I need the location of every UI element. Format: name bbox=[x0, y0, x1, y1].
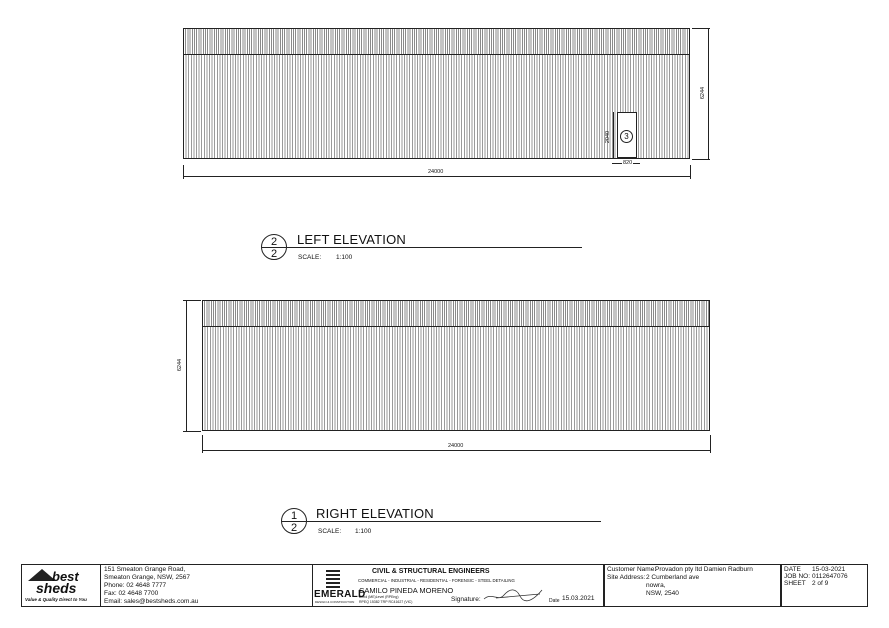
right-ref-bottom: 2 bbox=[290, 522, 298, 534]
customer-value: Provadon pty ltd Damien Radburn bbox=[655, 566, 753, 573]
site-address-line-3: NSW, 2540 bbox=[646, 590, 679, 597]
emerald-logo-sub: DESIGN & CONSTRUCTION bbox=[315, 600, 355, 604]
engineer-quals-2: RPEQ 15382 TRP RC41627 (VIC) bbox=[359, 600, 413, 604]
emerald-logo-text: EMERALD bbox=[314, 589, 366, 600]
engineer-signature bbox=[482, 586, 546, 604]
logo-word-2: sheds bbox=[36, 580, 77, 596]
left-length-tick-b bbox=[690, 165, 691, 179]
site-address-line-2: nowra, bbox=[646, 582, 666, 589]
engineer-name: CAMILO PINEDA MORENO bbox=[359, 586, 454, 595]
left-scale-label: SCALE: bbox=[298, 254, 322, 261]
left-ref-top: 2 bbox=[270, 236, 278, 248]
engineer-quals-1: Bend (ME)Level (RPEng) bbox=[359, 595, 399, 599]
sheet-value: 2 of 9 bbox=[812, 580, 829, 587]
left-elevation-ref-circle bbox=[261, 234, 287, 260]
door-tag-number: 3 bbox=[624, 132, 629, 141]
right-height-dimline bbox=[186, 300, 187, 431]
job-no-label: JOB NO: bbox=[784, 573, 811, 580]
left-elevation-drawing bbox=[0, 0, 889, 280]
company-fax: Fax: 02 4648 7700 bbox=[104, 590, 159, 597]
right-wall-cladding bbox=[202, 326, 710, 431]
left-roof-band bbox=[183, 28, 690, 55]
right-height-tick-a bbox=[183, 300, 201, 301]
signature-label: Signature: bbox=[451, 596, 481, 603]
company-logo-cell bbox=[21, 564, 101, 607]
company-address-2: Smeaton Grange, NSW, 2567 bbox=[104, 574, 190, 581]
company-details-cell bbox=[104, 566, 309, 606]
right-scale-value: 1:100 bbox=[355, 528, 372, 535]
sheet-label: SHEET bbox=[784, 580, 806, 587]
right-ref-top: 1 bbox=[290, 510, 298, 522]
right-length-tick-b bbox=[710, 435, 711, 453]
left-length-dimline bbox=[183, 176, 690, 177]
left-elevation-title: LEFT ELEVATION bbox=[297, 232, 406, 247]
door-width-label: 820 bbox=[623, 160, 633, 166]
left-height-dimline bbox=[708, 28, 709, 159]
right-length-dimline bbox=[202, 450, 710, 451]
engineer-services: COMMERCIAL - INDUSTRIAL - RESIDENTIAL - FORENSIC - STEEL DETAILING bbox=[358, 578, 515, 583]
left-elevation-underline bbox=[287, 247, 582, 248]
right-roof-band bbox=[202, 300, 710, 327]
right-height-label: 6244 bbox=[177, 358, 184, 372]
left-length-tick-a bbox=[183, 165, 184, 179]
site-address-label: Site Address: bbox=[607, 574, 646, 581]
left-height-label: 6244 bbox=[700, 86, 707, 100]
customer-label: Customer Name: bbox=[607, 566, 657, 573]
site-address-line-1: 2 Cumberland ave bbox=[646, 574, 700, 581]
left-height-tick-a bbox=[692, 28, 710, 29]
right-height-tick-b bbox=[183, 431, 201, 432]
engineer-date-label: Date bbox=[549, 598, 560, 604]
sheet-date-label: DATE bbox=[784, 566, 801, 573]
right-elevation-drawing bbox=[0, 290, 889, 460]
door-height-label: 2040 bbox=[605, 130, 612, 144]
right-elevation-ref-circle bbox=[281, 508, 307, 534]
engineer-date-value: 15.03.2021 bbox=[562, 595, 595, 602]
left-ref-bottom: 2 bbox=[270, 248, 278, 260]
door-height-dimline bbox=[613, 112, 614, 158]
sheet-date-value: 15-03-2021 bbox=[812, 566, 846, 573]
right-length-label: 24000 bbox=[448, 443, 464, 449]
door-tag bbox=[620, 130, 633, 143]
left-scale-value: 1:100 bbox=[336, 254, 353, 261]
right-elevation-underline bbox=[307, 521, 601, 522]
engineer-heading: CIVIL & STRUCTURAL ENGINEERS bbox=[372, 568, 490, 575]
logo-word-1: best bbox=[52, 569, 79, 584]
company-email: Email: sales@bestsheds.com.au bbox=[104, 598, 199, 605]
company-phone: Phone: 02 4648 7777 bbox=[104, 582, 167, 589]
right-elevation-title: RIGHT ELEVATION bbox=[316, 506, 434, 521]
right-scale-label: SCALE: bbox=[318, 528, 342, 535]
job-no-value: 0112647076 bbox=[812, 573, 848, 580]
right-length-tick-a bbox=[202, 435, 203, 453]
logo-tagline: Value & Quality Direct to You bbox=[25, 597, 87, 602]
company-address-1: 151 Smeaton Grange Road, bbox=[104, 566, 186, 573]
emerald-logo-mark bbox=[326, 568, 340, 588]
left-length-label: 24000 bbox=[428, 169, 444, 175]
left-height-tick-b bbox=[692, 159, 710, 160]
